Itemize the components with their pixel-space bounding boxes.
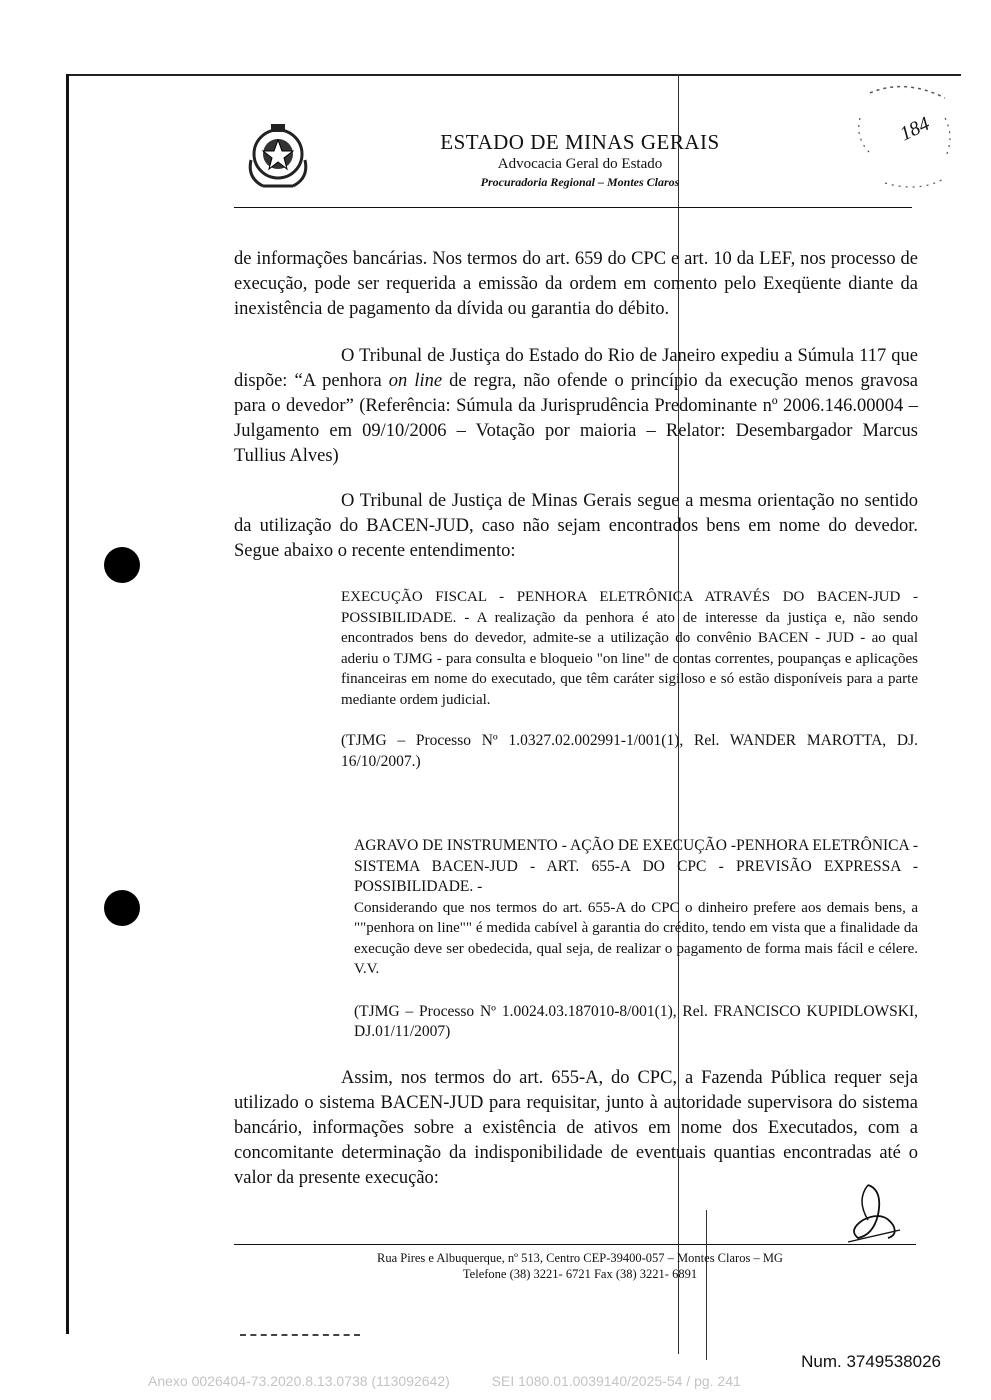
scan-frame-bottom (240, 1334, 360, 1336)
paragraph-1 (234, 247, 918, 322)
footer-phone: Telefone (38) 3221- 6721 Fax (38) 3221- 6891 (462, 1267, 698, 1281)
agency-name: Advocacia Geral do Estado (497, 156, 663, 172)
citation-2: (TJMG – Processo Nº 1.0024.03.187010-8/001(1), Rel. FRANCISCO KUPIDLOWSKI, DJ.01/11/2007) (354, 1002, 918, 1040)
quote-2-text: Considerando que nos termos do art. 655-A do CPC o dinheiro prefere aos demais bens, a ""penhora on line"" é medida cabível à garantia do crédito, tendo em vista que a finalidade da execução deve ser obedecida, qual seja, de realizar o pagamento de forma mais fácil e célere. V.V. (354, 899, 918, 977)
stamp-number: 184 (896, 112, 934, 146)
punch-hole-top (104, 547, 140, 583)
state-title: ESTADO DE MINAS GERAIS (440, 130, 720, 154)
watermark (148, 1373, 779, 1389)
quote-2-title: AGRAVO DE INSTRUMENTO - AÇÃO DE EXECUÇÃO -PENHORA ELETRÔNICA - SISTEMA BACEN-JUD - ART. 655-A DO CPC - PREVISÃO EXPRESSA - POSSIBILIDADE. - (354, 837, 918, 895)
citation-1: (TJMG – Processo Nº 1.0327.02.002991-1/001(1), Rel. WANDER MAROTTA, DJ. 16/10/2007.) (341, 732, 918, 770)
paragraph-2 (234, 344, 918, 469)
coat-of-arms-icon (243, 120, 313, 192)
office-name: Procuradoria Regional – Montes Claros (480, 175, 680, 189)
paragraph-2-text-a: O Tribunal de Justiça do Estado do Rio de Janeiro expediu a Súmula 117 que dispõe: “A penhora (234, 346, 918, 391)
paragraph-3-text: O Tribunal de Justiça de Minas Gerais segue a mesma orientação no sentido da utilização do BACEN-JUD, caso não sejam encontrados bens em nome do devedor. Segue abaixo o recente entendimento: (234, 491, 918, 561)
jurisprudence-quote-2 (354, 836, 918, 1043)
footer-rule (234, 1244, 916, 1245)
document-number: Num. 3749538026 (801, 1352, 941, 1371)
paragraph-4 (234, 1066, 918, 1191)
fold-line-lower (706, 1210, 707, 1360)
paragraph-2-text-b: de regra, não ofende o princípio da execução menos gravosa para o devedor” (Referência: Súmula da Jurisprudência Predominante nº 2006.146.00004 – Julgamento em 09/10/2006 – Votação por maioria – Relator: Desembargador Marcus Tullius Alves) (234, 371, 919, 466)
footer-address: Rua Pires e Albuquerque, nº 513, Centro CEP-39400-057 – Montes Claros – MG (377, 1251, 783, 1265)
jurisprudence-quote-1 (341, 587, 918, 772)
paragraph-2-italic: on line (388, 371, 443, 391)
scan-frame-top (66, 74, 961, 76)
quote-1-text: EXECUÇÃO FISCAL - PENHORA ELETRÔNICA ATRAVÉS DO BACEN-JUD - POSSIBILIDADE. - A realização da penhora é ato de interesse da justiça e, não sendo encontrados bens do devedor, admite-se a utilização do convênio BACEN - JUD - ao qual aderiu o TJMG - para consulta e bloqueio "on line" de contas correntes, poupanças e aplicações financeiras em nome do executado, que têm caráter sigiloso e só estão disponíveis para a parte mediante ordem judicial. (341, 589, 918, 708)
paragraph-1-text: de informações bancárias. Nos termos do art. 659 do CPC e art. 10 da LEF, nos processo de execução, pode ser requerida a emissão da ordem em comento pelo Exeqüente diante da inexistência de pagamento da dívida ou garantia do débito. (234, 249, 918, 319)
footer (300, 1250, 860, 1282)
paragraph-4-text: Assim, nos termos do art. 655-A, do CPC, a Fazenda Pública requer seja utilizado o sistema BACEN-JUD para requisitar, junto à autoridade supervisora do sistema bancário, informações sobre a existência de ativos em nome dos Executados, com a concomitante determinação da indisponibilidade de eventuais quantias encontradas até o valor da presente execução: (234, 1068, 918, 1188)
watermark-sei: SEI 1080.01.0039140/2025-54 / pg. 241 (491, 1373, 741, 1389)
signature-initials (838, 1180, 908, 1250)
paragraph-3 (234, 489, 918, 564)
watermark-annex: Anexo 0026404-73.2020.8.13.0738 (113092642) (148, 1373, 450, 1389)
letterhead (380, 130, 780, 190)
header-rule (234, 207, 912, 208)
punch-hole-bottom (104, 890, 140, 926)
scan-frame-left (66, 74, 69, 1334)
